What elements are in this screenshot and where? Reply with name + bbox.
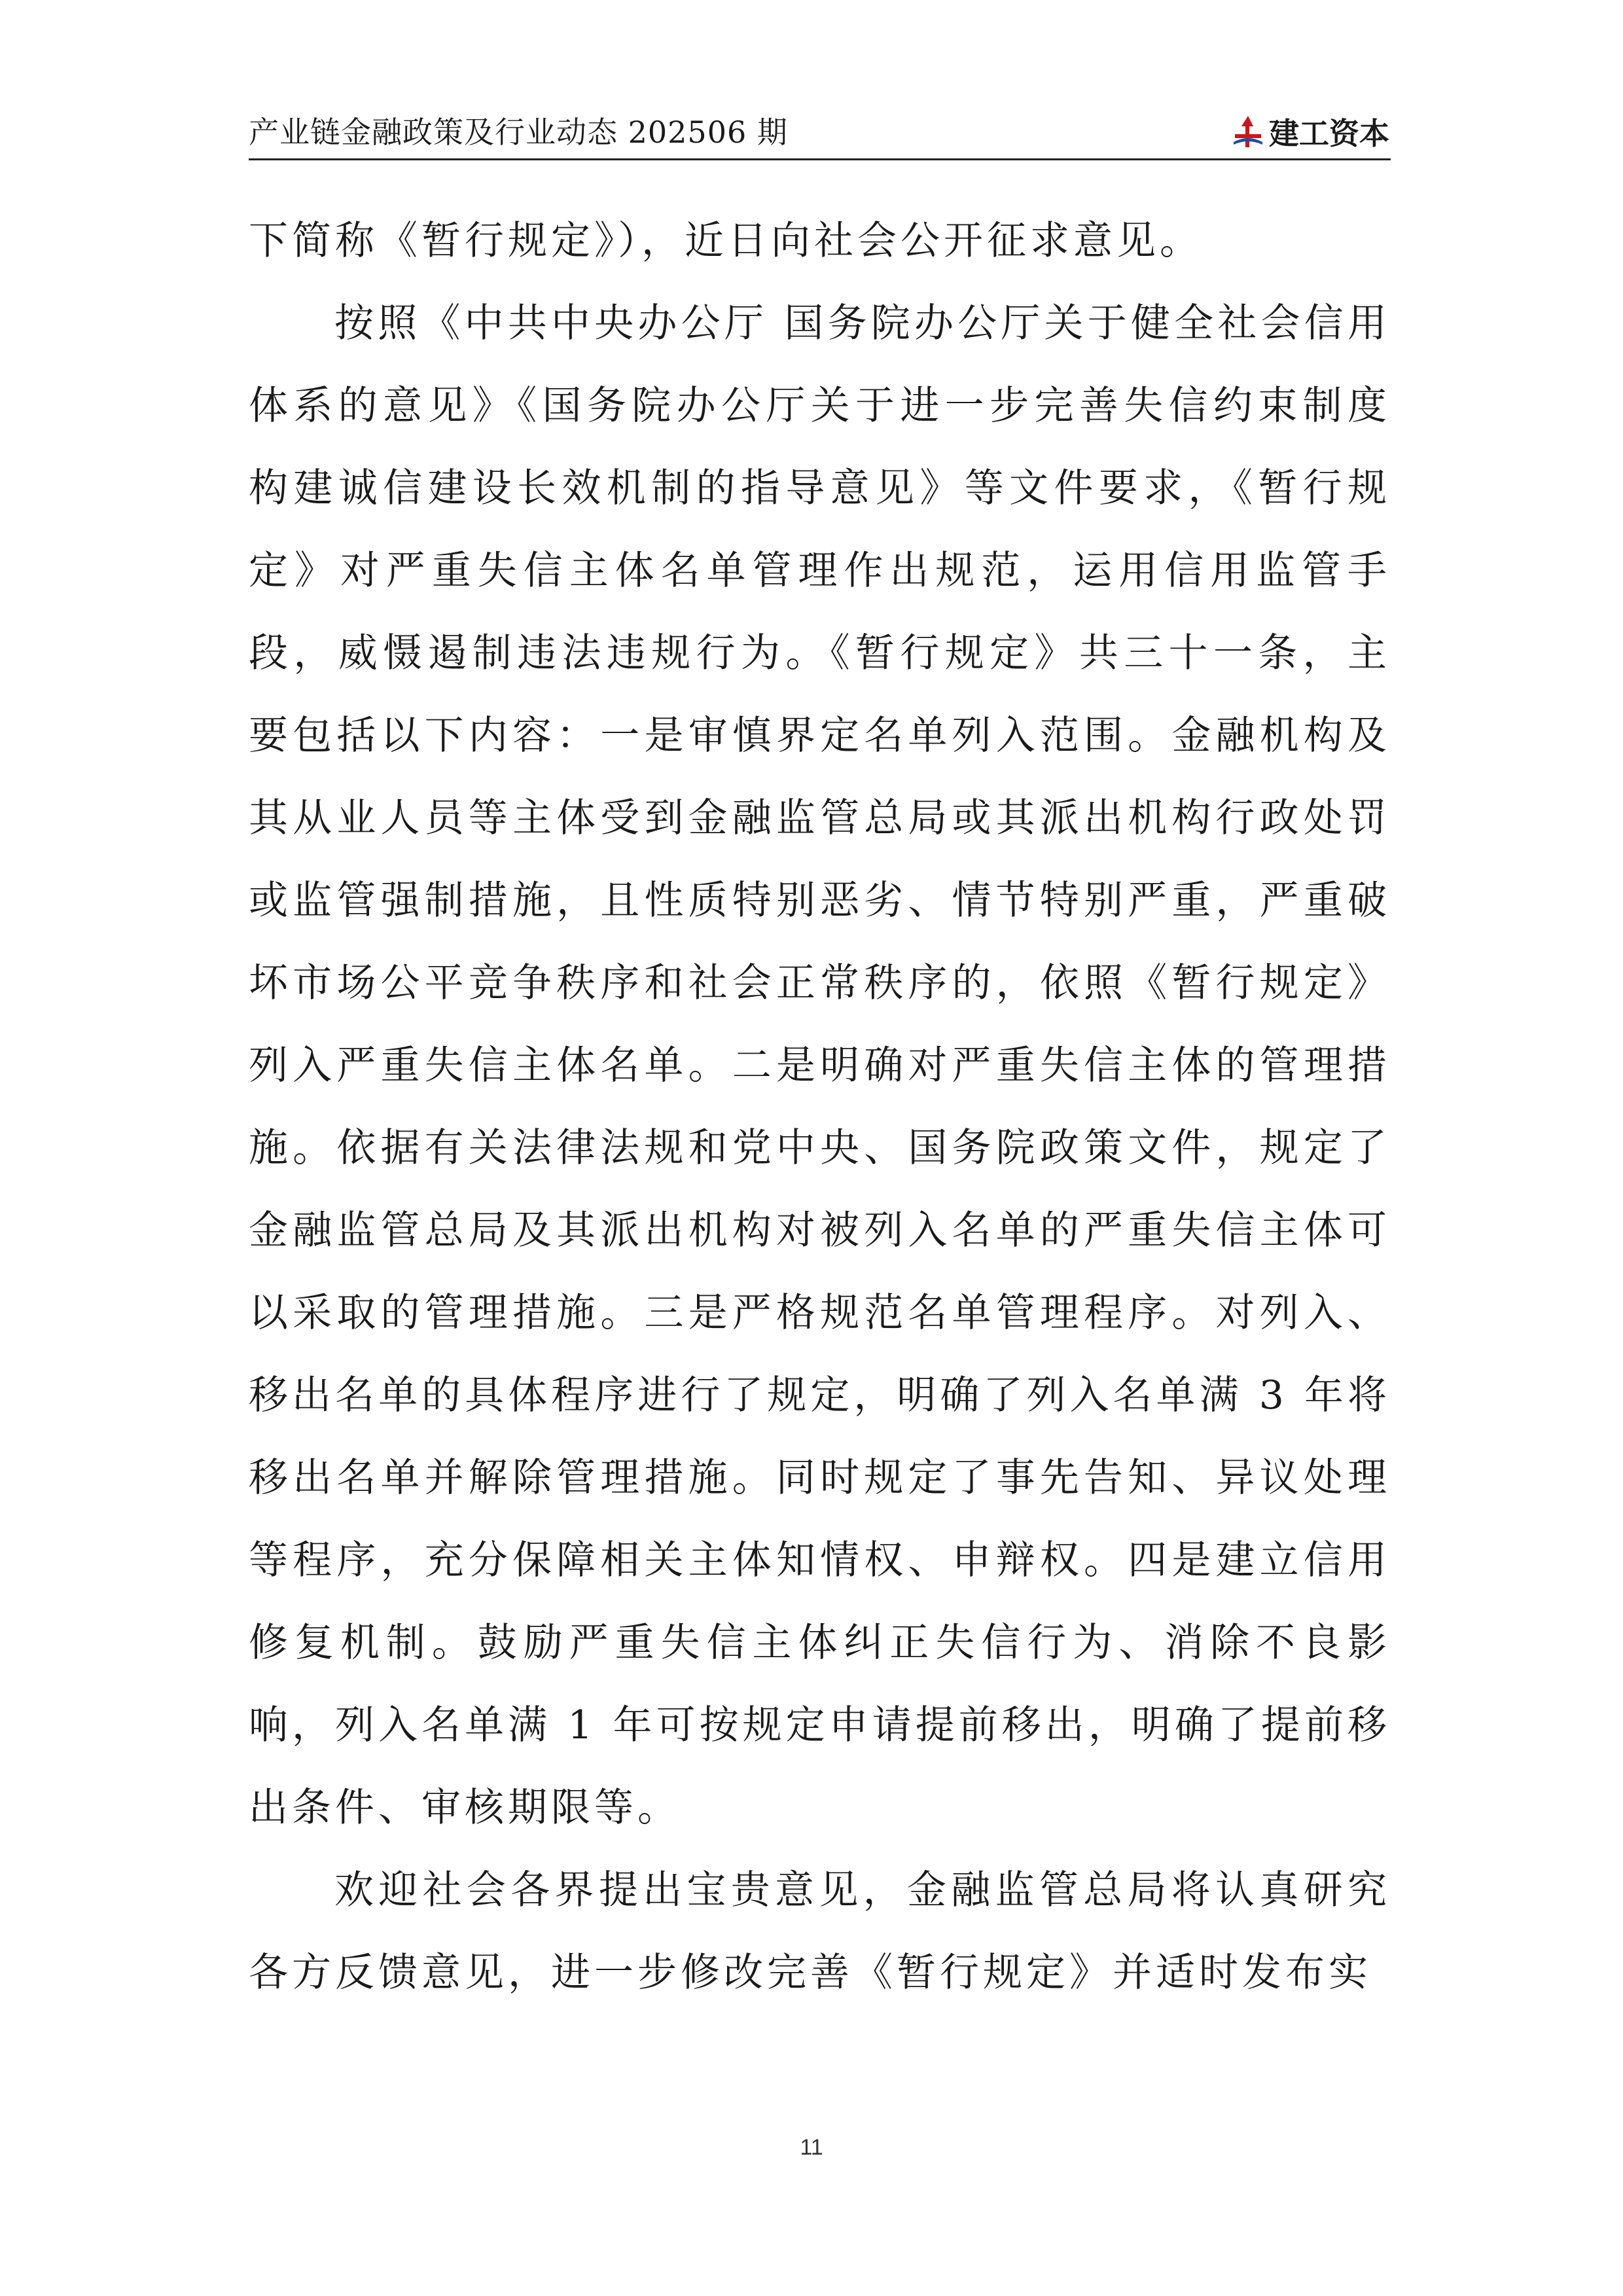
company-name: 建工资本 — [1269, 116, 1389, 151]
document-body — [249, 200, 1391, 2014]
page-header — [249, 113, 1391, 160]
page-number: 11 — [800, 2135, 823, 2160]
header-title: 产业链金融政策及行业动态 202506 期 — [249, 115, 788, 150]
paragraph-continuation: 下简称《暂行规定》），近日向社会公开征求意见。 — [249, 218, 1203, 264]
paragraph-main: 按照《中共中央办公厅 国务院办公厅关于健全社会信用体系的意见》《国务院办公厅关于进一步完善失信约束制度构建诚信建设长效机制的指导意见》等文件要求，《暂行规定》对严重失信主体名单管理作出规范，运用信用监管手段，威慑遏制违法违规行为。《暂行规定》共三十一条，主要包括以下内容：一是审慎界定名单列入范围。金融机构及其从业人员等主体受到金融监管总局或其派出机构行政处罚或监管强制措施，且性质特别恶劣、情节特别严重，严重破坏市场公平竞争秩序和社会正常秩序的，依照《暂行规定》列入严重失信主体名单。二是明确对严重失信主体的管理措施。依据有关法律法规和党中央、国务院政策文件，规定了金融监管总局及其派出机构对被列入名单的严重失信主体可以采取的管理措施。三是严格规范名单管理程序。对列入、移出名单的具体程序进行了规定，明确了列入名单满 3 年将移出名单并解除管理措施。同时规定了事先告知、异议处理等程序，充分保障相关主体知情权、申辩权。四是建立信用修复机制。鼓励严重失信主体纠正失信行为、消除不良影响，列入名单满 1 年可按规定申请提前移出，明确了提前移出条件、审核期限等。 — [249, 300, 1391, 1831]
company-logo — [1231, 110, 1389, 153]
company-logo-icon — [1231, 115, 1265, 149]
paragraph-closing: 欢迎社会各界提出宝贵意见，金融监管总局将认真研究各方反馈意见，进一步修改完善《暂行规定》并适时发布实 — [249, 1867, 1391, 1996]
